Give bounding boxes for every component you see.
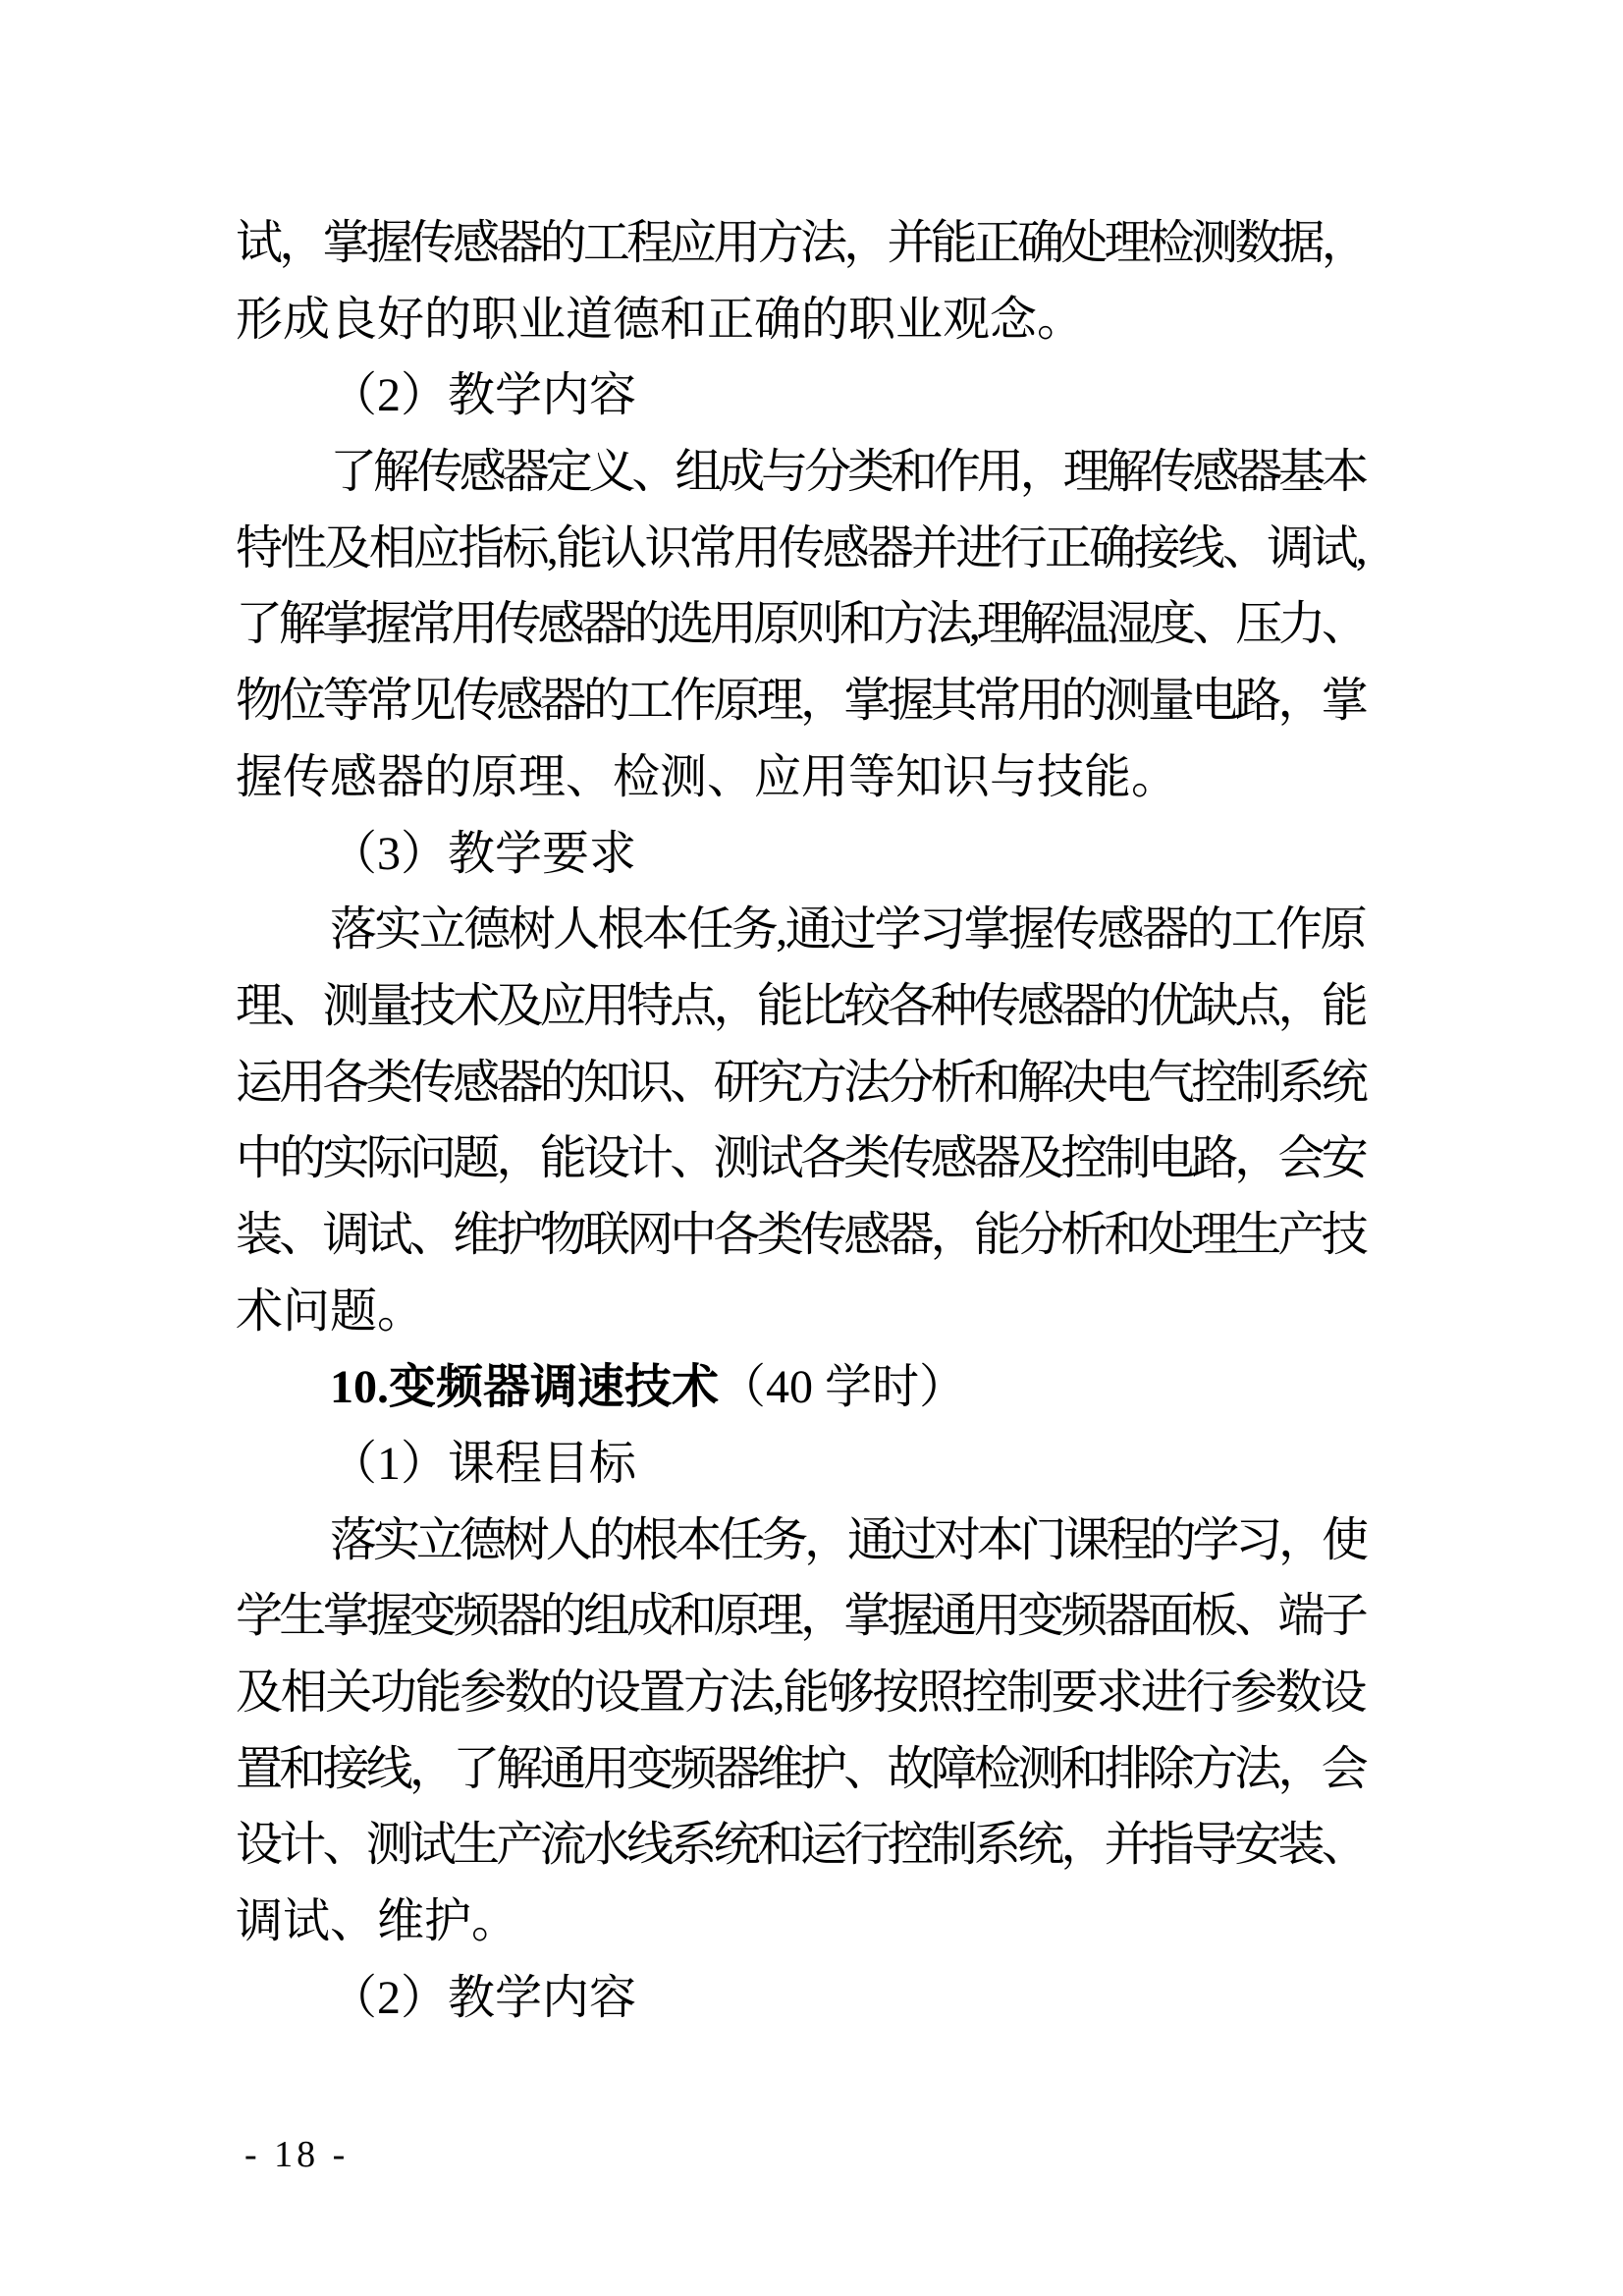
text-block — [236, 205, 1365, 2037]
heading-hours-text: （40 学时） — [719, 1361, 967, 1414]
line-text: 置和接线，了解通用变频器维护、故障检测和排除方法，会 — [236, 1742, 1365, 1795]
line-text — [330, 1349, 966, 1426]
text-line — [236, 1960, 1365, 2037]
text-line — [236, 1197, 1365, 1274]
line-text: 握传感器的原理、检测、应用等知识与技能。 — [236, 750, 1179, 803]
text-line — [236, 586, 1365, 663]
text-line — [236, 739, 1365, 816]
text-line — [236, 1731, 1365, 1808]
text-line — [236, 1655, 1365, 1731]
text-line — [236, 511, 1365, 587]
line-text: 落实立德树人的根本任务，通过对本门课程的学习，使 — [330, 1513, 1365, 1566]
heading-title-text: 10.变频器调速技术 — [330, 1361, 720, 1414]
line-text: 理、测量技术及应用特点，能比较各种传感器的优缺点，能 — [236, 979, 1365, 1032]
text-line — [236, 663, 1365, 739]
line-text: 试，掌握传感器的工程应用方法，并能正确处理检测数据， — [236, 217, 1365, 269]
text-line — [236, 1503, 1365, 1579]
line-text: 调试、维护。 — [236, 1895, 519, 1948]
text-line — [236, 205, 1365, 282]
text-line — [236, 357, 1365, 434]
line-text: （2）教学内容 — [330, 369, 637, 422]
line-text: 及相关功能参数的设置方法,能够按照控制要求进行参数设 — [236, 1667, 1365, 1720]
text-line — [236, 1578, 1365, 1655]
text-line — [236, 968, 1365, 1045]
line-text: 设计、测试生产流水线系统和运行控制系统，并指导安装、 — [236, 1819, 1365, 1872]
line-text: 术问题。 — [236, 1285, 425, 1338]
text-line — [236, 1274, 1365, 1350]
section-heading-line — [236, 1349, 1365, 1426]
page-number: - 18 - — [244, 2134, 350, 2175]
line-text: （1）课程目标 — [330, 1438, 637, 1490]
line-text: 学生掌握变频器的组成和原理，掌握通用变频器面板、端子 — [236, 1590, 1365, 1643]
text-line — [236, 1884, 1365, 1960]
line-text: 形成良好的职业道德和正确的职业观念。 — [236, 293, 1085, 346]
text-line — [236, 1426, 1365, 1503]
line-text: 了解掌握常用传感器的选用原则和方法,理解温湿度、压力、 — [236, 598, 1365, 651]
line-text: 中的实际问题，能设计、测试各类传感器及控制电路，会安 — [236, 1132, 1365, 1185]
text-line — [236, 434, 1365, 511]
line-text: 运用各类传感器的知识、研究方法分析和解决电气控制系统 — [236, 1056, 1365, 1109]
text-line — [236, 1121, 1365, 1197]
line-text: 特性及相应指标,能认识常用传感器并进行正确接线、调试, — [236, 521, 1365, 574]
text-line — [236, 282, 1365, 358]
text-line — [236, 1807, 1365, 1884]
text-line — [236, 1045, 1365, 1121]
line-text: （3）教学要求 — [330, 827, 637, 880]
line-text: 物位等常见传感器的工作原理，掌握其常用的测量电路，掌 — [236, 675, 1365, 728]
line-text: （2）教学内容 — [330, 1971, 637, 2024]
text-line — [236, 892, 1365, 968]
text-line — [236, 816, 1365, 893]
line-text: 了解传感器定义、组成与分类和作用，理解传感器基本 — [330, 446, 1365, 499]
line-text: 落实立德树人根本任务,通过学习掌握传感器的工作原 — [330, 903, 1365, 957]
line-text: 装、调试、维护物联网中各类传感器，能分析和处理生产技 — [236, 1208, 1365, 1261]
